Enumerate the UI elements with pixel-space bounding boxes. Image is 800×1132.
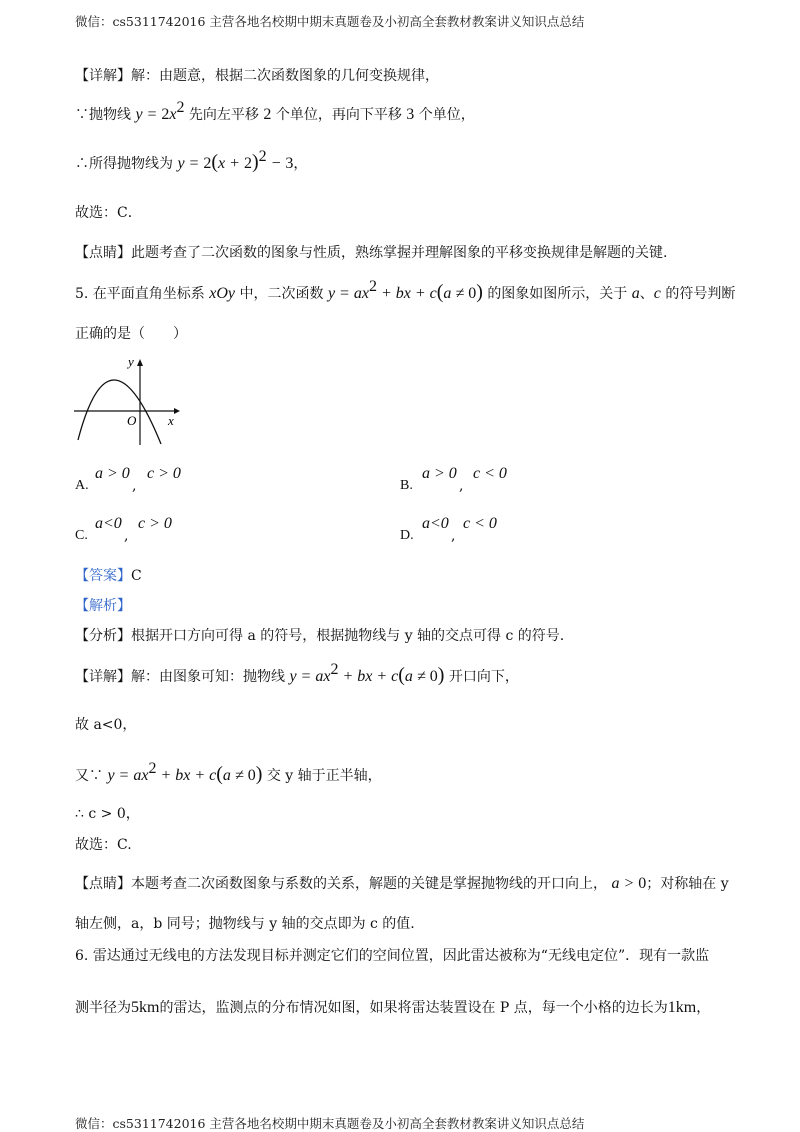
q5-parabola-graph <box>70 350 185 450</box>
q5-comment-line1: 【点睛】本题考查二次函数图象与系数的关系，解题的关键是掌握抛物线的开口向上， a > 0；对称轴在 y <box>75 875 729 892</box>
q5-c-line: ∴ c > 0， <box>75 806 140 822</box>
parabola-curve <box>78 380 161 444</box>
option-b-c: c < 0 <box>473 465 507 482</box>
option-c-a: a<0 <box>95 515 122 532</box>
q5-number: 5. <box>75 286 89 302</box>
option-d-label: D. <box>400 528 414 543</box>
origin-label: O <box>127 413 137 428</box>
q5-you-line: 又∵ $y = ax^2$ + bx + c(a ≠ 0) 交 y 轴于正半轴， <box>75 760 382 785</box>
q5-choice: 故选：C. <box>75 837 132 853</box>
q6-line2: 测半径为5km的雷达，监测点的分布情况如图，如果将雷达装置设在 P 点，每一个小格的边长为1km， <box>75 999 711 1016</box>
page-footer: 微信：cs5311742016 主营各地名校期中期末真题卷及小初高全套教材教案讲义知识点总结 <box>75 1116 585 1131</box>
y-axis-label: y <box>128 354 134 369</box>
option-d-c: c < 0 <box>463 515 497 532</box>
option-d-a: a<0 <box>422 515 449 532</box>
answer-tag: 【答案】 <box>75 568 131 584</box>
answer-line <box>75 566 142 586</box>
option-c-c: c > 0 <box>138 515 172 532</box>
option-a-a: a > 0 <box>95 465 130 482</box>
prev-result-line: ∴所得抛物线为 $y = 2(x + 2)^2 - 3$， <box>75 148 308 173</box>
prev-choice: 故选：C． <box>75 205 142 221</box>
option-a-label: A. <box>75 478 89 493</box>
q5-a-line: 故 a<0， <box>75 717 137 733</box>
q5-stem-line2: 正确的是（ ） <box>75 326 187 342</box>
option-b-label: B. <box>400 478 413 493</box>
x-axis-label: x <box>168 413 174 428</box>
x-axis-arrow <box>174 408 180 414</box>
q6-number: 6. <box>75 948 89 964</box>
page-header: 微信：cs5311742016 主营各地名校期中期末真题卷及小初高全套教材教案讲义知识点总结 <box>75 14 585 29</box>
detail-text: 解：由题意，根据二次函数图象的几何变换规律， <box>131 68 439 84</box>
q5-stem-line1: 5. 在平面直角坐标系 xOy 中，二次函数 $y = ax^2$ + bx + c(a ≠ 0) 的图象如图所示，关于 a、c 的符号判断 <box>75 278 736 303</box>
q5-comment-line2: 轴左侧，a，b 同号；抛物线与 y 轴的交点即为 c 的值. <box>75 916 415 932</box>
prev-parabola-line: ∵抛物线 $y = 2x^2$ 先向左平移 2 个单位，再向下平移 3 个单位， <box>75 99 475 123</box>
answer-value: C <box>131 568 142 584</box>
q6-line1: 6. 雷达通过无线电的方法发现目标并测定它们的空间位置，因此雷达被称为“无线电定位”．现有一款监 <box>75 948 710 964</box>
y-axis-arrow <box>137 359 143 366</box>
fenxi-line: 【分析】根据开口方向可得 a 的符号，根据抛物线与 y 轴的交点可得 c 的符号. <box>75 628 565 644</box>
analysis-tag: 【解析】 <box>75 598 131 614</box>
option-a-c: c > 0 <box>147 465 181 482</box>
detail-tag: 【详解】 <box>75 68 131 84</box>
option-c-label: C. <box>75 528 88 543</box>
prev-comment-line: 【点睛】此题考查了二次函数的图象与性质，熟练掌握并理解图象的平移变换规律是解题的关键. <box>75 245 668 261</box>
option-b-a: a > 0 <box>422 465 457 482</box>
prev-detail-line <box>75 66 439 86</box>
q5-detail-line: 【详解】解：由图象可知：抛物线 $y = ax^2$ + bx + c(a ≠ 0) 开口向下， <box>75 661 519 686</box>
